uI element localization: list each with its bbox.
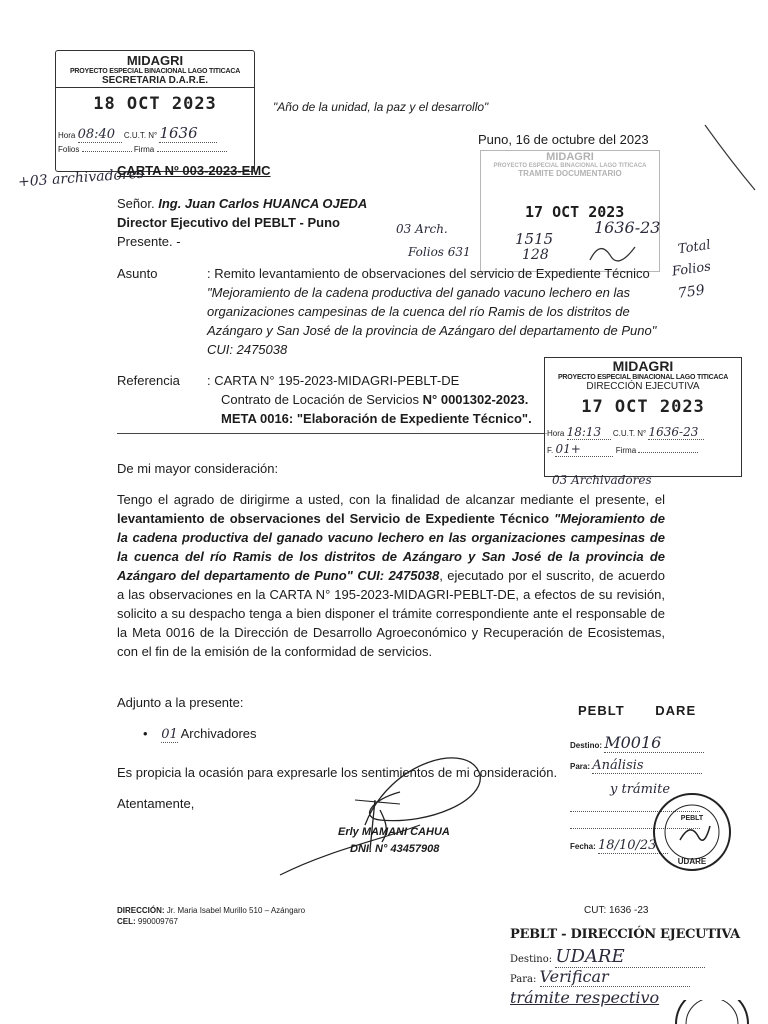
bottom-stamp-destino: [510, 946, 705, 968]
dir-stamp-office: DIRECCIÓN EJECUTIVA: [586, 381, 700, 392]
routing-para-value: Análisis: [592, 758, 702, 774]
note-total-folios: Folios: [671, 259, 712, 280]
dir-stamp-firma-label: Firma: [615, 446, 637, 455]
asunto-text: [207, 264, 669, 359]
stamp-org: MIDAGRI: [126, 53, 184, 68]
note-total: Total: [677, 237, 712, 258]
recipient-line: [117, 194, 367, 213]
body-p1-a: Tengo el agrado de dirigirme a usted, con la finalidad de alcanzar mediante el presente, el: [117, 492, 665, 507]
reception-stamp-secretaria: [55, 50, 255, 172]
signer-name: Erly MAMANI CAHUA: [338, 826, 450, 838]
adjunto-label: Adjunto a la presente:: [117, 695, 244, 710]
faded-stamp-office: TRAMITE DOCUMENTARIO: [518, 169, 622, 178]
body-p1-d: , ejecutado por el suscrito, de acuerdo a las observaciones en la CARTA N° 195-2023-MIDAGRI-PEBLT-DE, a efectos de su revisión, solicito a su despacho tenga a bien disponer el trámite correspondiente ante el responsable de la Meta 0016 de la Dirección de Desarrollo Agroeconómico y Recuperación de Ecosistemas, con el fin de la emisión de la conformidad de servicios.: [117, 568, 665, 659]
bottom-stamp-destino-label: Destino:: [510, 954, 553, 965]
margin-stroke: [700, 120, 760, 200]
recipient-name: Ing. Juan Carlos HUANCA OJEDA: [158, 196, 368, 211]
asunto-label: Asunto: [117, 266, 158, 281]
routing-title-left: PEBLT: [578, 703, 625, 718]
dir-stamp-date: 17 OCT 2023: [581, 397, 705, 417]
margin-note-archivadores: +03 archivadores: [17, 165, 145, 191]
adjunto-item: [143, 724, 257, 744]
referencia-line2: [221, 390, 528, 409]
carta-number: CARTA Nº 003-2023-EMC: [117, 163, 271, 178]
stamp-hora-value: 08:40: [78, 127, 122, 143]
recipient-presente: Presente. -: [117, 234, 181, 249]
dir-stamp-project: PROYECTO ESPECIAL BINACIONAL LAGO TITICACA: [557, 374, 729, 381]
recipient-salutation: Señor.: [117, 196, 155, 211]
faded-stamp-date: 17 OCT 2023: [525, 203, 625, 221]
faded-stamp-org: MIDAGRI: [546, 151, 594, 163]
body-p1-c: "Mejoramiento de la cadena productiva del ganado vacuno lechero en las organizaciones campesinas de la cuenca del río Ramis de los distritos de Azángaro y San José de la provincia de Azángaro del departamento de Puno" CUI: 2475038: [117, 511, 665, 583]
signer-dni: DNI. N° 43457908: [350, 843, 440, 855]
faded-stamp-cut: 1636-23: [594, 218, 661, 237]
motto: "Año de la unidad, la paz y el desarrollo": [273, 100, 489, 114]
footer-direccion: [117, 906, 305, 915]
bottom-stamp-para-value: Verificar: [540, 967, 690, 987]
referencia-line1: : CARTA N° 195-2023-MIDAGRI-PEBLT-DE: [207, 373, 460, 388]
dir-stamp-cut-label: C.U.T. N°: [612, 429, 647, 438]
asunto-text-italic: "Mejoramiento de la cadena productiva del ganado vacuno lechero en las organizaciones campesinas de la cuenca del río Ramis de los distritos de Azángaro y San José de la provincia de Azángaro del departamento de Puno" CUI: 2475038: [207, 285, 657, 357]
bottom-stamp-para-label: Para:: [510, 974, 537, 985]
routing-title: [578, 703, 696, 718]
stamp-firma-label: Firma: [133, 145, 155, 154]
routing-destino: [570, 733, 704, 753]
dir-stamp-hora-value: 18:13: [567, 425, 611, 440]
routing-title-right: DARE: [655, 703, 697, 718]
dir-stamp-folios-label: F.: [547, 446, 554, 455]
bottom-stamp-destino-value: UDARE: [555, 946, 705, 968]
atentamente: Atentamente,: [117, 796, 195, 811]
faded-stamp-folios: 128: [522, 247, 549, 263]
reception-stamp-direccion: [544, 357, 742, 477]
stamp-hora-label: Hora: [58, 131, 76, 140]
routing-para-label: Para:: [570, 762, 591, 771]
bottom-stamp-para-value2: trámite respectivo: [510, 988, 660, 1007]
adjunto-qty: 01: [161, 727, 178, 742]
dir-stamp-cut-value: 1636-23: [648, 425, 704, 440]
adjunto-bullet: •: [143, 726, 148, 741]
stamp-date: 18 OCT 2023: [93, 94, 217, 114]
svg-text:UDARE: UDARE: [677, 857, 707, 866]
bottom-seal-partial: [672, 1000, 752, 1024]
footer-direccion-label: DIRECCIÓN:: [117, 906, 165, 915]
routing-destino-label: Destino:: [570, 741, 602, 750]
bottom-stamp-title: PEBLT - DIRECCIÓN EJECUTIVA: [510, 927, 740, 942]
footer-cel-text: 990009767: [137, 917, 178, 926]
referencia-line3: META 0016: "Elaboración de Expediente Técnico".: [221, 411, 532, 426]
footer-cut: CUT: 1636 -23: [584, 905, 649, 916]
dir-stamp-folios-value: 01+: [555, 442, 613, 457]
faded-stamp-project: PROYECTO ESPECIAL BINACIONAL LAGO TITICACA: [493, 163, 647, 169]
referencia-label: Referencia: [117, 373, 180, 388]
note-archivadores: 03 Arch.: [396, 222, 448, 236]
bottom-stamp-para: [510, 967, 690, 987]
asunto-text-plain: : Remito levantamiento de observaciones del servicio de Expediente Técnico: [207, 266, 650, 281]
stamp-office: SECRETARIA D.A.R.E.: [56, 75, 254, 88]
place-date: Puno, 16 de octubre del 2023: [478, 132, 649, 147]
routing-destino-value: M0016: [604, 733, 704, 753]
routing-para-value2: y trámite: [610, 782, 671, 797]
stamp-cut-value: 1636: [159, 124, 217, 143]
signature: [270, 730, 500, 880]
note-folios: Folios 631: [408, 245, 471, 259]
svg-text:PEBLT: PEBLT: [680, 815, 704, 822]
recipient-position: Director Ejecutivo del PEBLT - Puno: [117, 215, 340, 230]
dir-stamp-hora-label: Hora: [547, 429, 565, 438]
divider: [117, 433, 547, 434]
round-seal: [650, 790, 734, 874]
adjunto-item-text: Archivadores: [180, 726, 257, 741]
footer-cel: [117, 917, 178, 926]
body-paragraph: [117, 490, 665, 661]
footer-cel-label: CEL:: [117, 917, 136, 926]
dir-stamp-org: MIDAGRI: [612, 358, 674, 374]
routing-fecha-label: Fecha:: [570, 842, 596, 851]
greeting: De mi mayor consideración:: [117, 461, 279, 476]
closing: Es propicia la ocasión para expresarle los sentimientos de mi consideración.: [117, 765, 558, 780]
body-p1-b: levantamiento de observaciones del Servicio de Expediente Técnico: [117, 511, 550, 526]
routing-fecha-value: 18/10/23: [598, 838, 668, 854]
routing-para: [570, 758, 702, 774]
referencia-line2-plain: Contrato de Locación de Servicios: [221, 392, 420, 407]
faded-stamp-hora: 1515: [515, 230, 554, 248]
stamp-project: PROYECTO ESPECIAL BINACIONAL LAGO TITICACA: [69, 68, 241, 75]
stamp-cut-label: C.U.T. N°: [123, 131, 158, 140]
note-archivadores-right: 03 Archivadores: [552, 473, 652, 487]
note-total-value: 759: [677, 282, 706, 302]
referencia-line2-bold: N° 0001302-2023.: [422, 392, 529, 407]
stamp-folios-label: Folios: [58, 145, 80, 154]
footer-direccion-text: Jr. Maria Isabel Murillo 510 – Azángaro: [166, 906, 306, 915]
